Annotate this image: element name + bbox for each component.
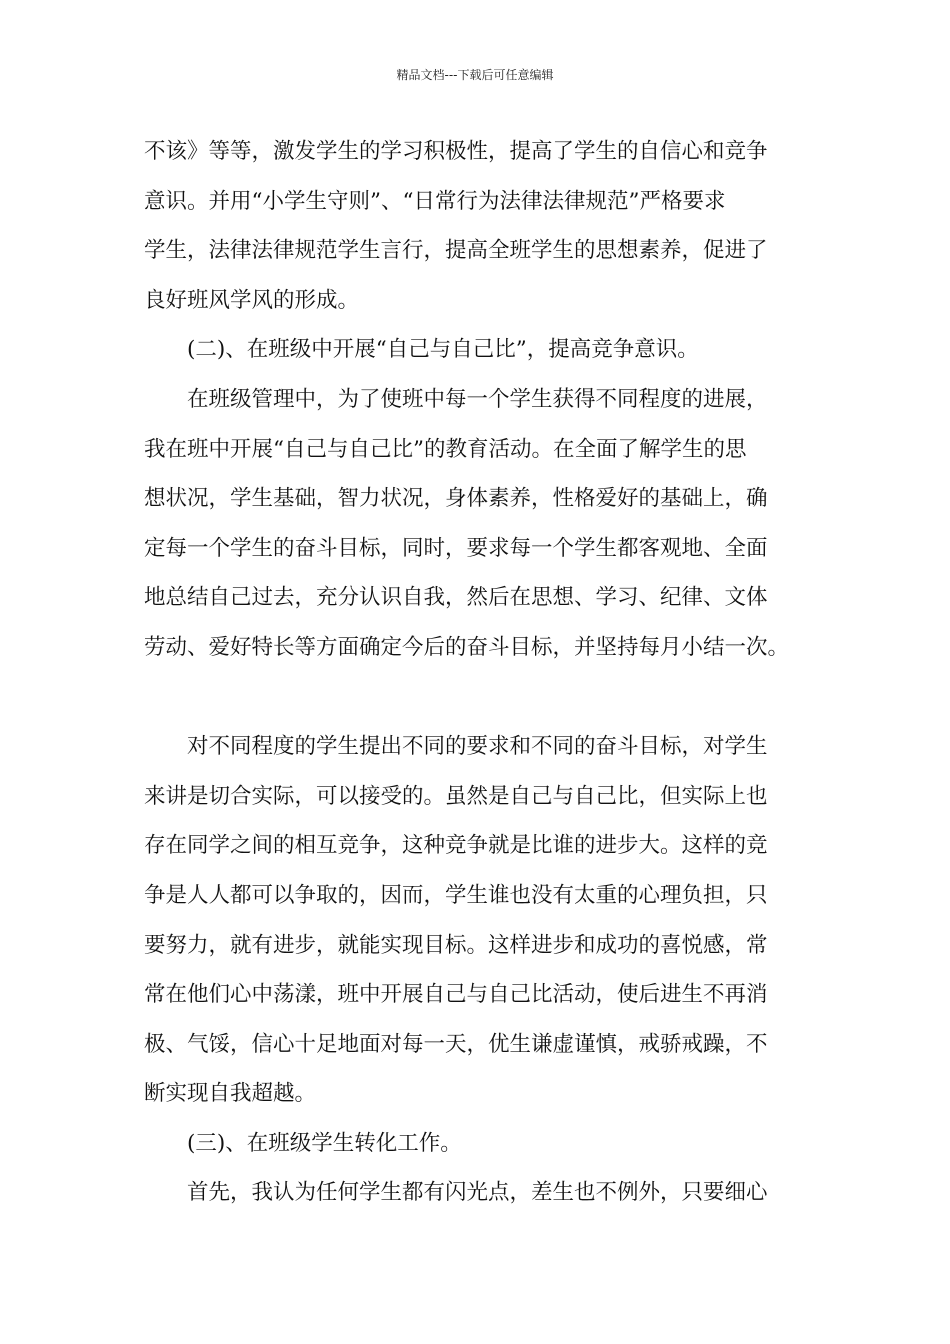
text-line: 劳动、爱好特长等方面确定今后的奋斗目标，并坚持每月小结一次。	[144, 634, 790, 660]
text-line: 常在他们心中荡漾，班中开展自己与自己比活动，使后进生不再消	[144, 982, 768, 1008]
text-line: 存在同学之间的相互竞争，这种竞争就是比谁的进步大。这样的竞	[144, 833, 768, 859]
text-line: 要努力，就有进步，就能实现目标。这样进步和成功的喜悦感，常	[144, 932, 768, 958]
text-line: 地总结自己过去，充分认识自我，然后在思想、学习、纪律、文体	[144, 585, 768, 611]
text-line: 首先，我认为任何学生都有闪光点，差生也不例外，只要细心	[187, 1180, 768, 1206]
text-line: 断实现自我超越。	[144, 1081, 317, 1107]
text-line: 我在班中开展“自己与自己比”的教育活动。在全面了解学生的思	[144, 436, 747, 462]
text-line: 极、气馁，信心十足地面对每一天，优生谦虚谨慎，戒骄戒躁，不	[144, 1031, 768, 1057]
document-body	[144, 127, 814, 1218]
text-line: 对不同程度的学生提出不同的要求和不同的奋斗目标，对学生	[187, 734, 768, 760]
text-line: 定每一个学生的奋斗目标，同时，要求每一个学生都客观地、全面	[144, 535, 768, 561]
section-heading: (三)、在班级学生转化工作。	[187, 1130, 462, 1156]
text-line: 学生，法律法律规范学生言行，提高全班学生的思想素养，促进了	[144, 238, 768, 264]
text-line: 在班级管理中，为了使班中每一个学生获得不同程度的进展，	[187, 386, 768, 412]
text-line: 想状况，学生基础，智力状况，身体素养，性格爱好的基础上，确	[144, 486, 768, 512]
text-line: 良好班风学风的形成。	[144, 287, 360, 313]
text-line: 来讲是切合实际，可以接受的。虽然是自己与自己比，但实际上也	[144, 783, 768, 809]
text-line: 不该》等等，激发学生的学习积极性，提高了学生的自信心和竞争	[144, 139, 768, 164]
text-line: 争是人人都可以争取的，因而，学生谁也没有太重的心理负担，只	[144, 882, 768, 908]
text-line: 意识。并用“小学生守则”、“日常行为法律法律规范”严格要求	[144, 188, 726, 214]
section-heading: (二)、在班级中开展“自己与自己比”，提高竞争意识。	[187, 337, 699, 363]
paragraph-gap	[144, 673, 814, 723]
page-header: 精品文档---下载后可任意编辑	[396, 68, 554, 82]
